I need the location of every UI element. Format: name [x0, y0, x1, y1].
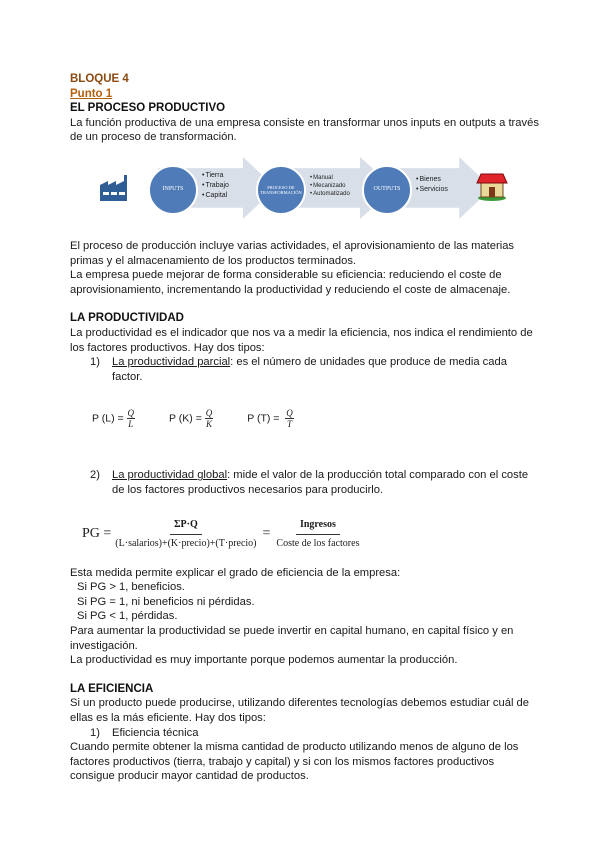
document-page — [70, 72, 540, 784]
process-list — [310, 174, 350, 198]
block-heading: BLOQUE 4 — [70, 73, 129, 85]
partial-formulas — [92, 398, 540, 438]
inputs-list — [202, 171, 229, 201]
outputs-list — [416, 175, 448, 195]
input-item: • Trabajo — [202, 181, 229, 191]
input-item: • Tierra — [202, 171, 229, 181]
process-item: • Manual — [310, 174, 350, 182]
list-item-parcial: 1) La productividad parcial: es el número de unidades que produce de media cada factor. — [90, 356, 507, 383]
outputs-circle: OUTPUTS — [362, 165, 412, 215]
inputs-circle: INPUTS — [148, 165, 198, 215]
section-title-proceso: EL PROCESO PRODUCTIVO — [70, 102, 226, 115]
input-item: • Capital — [202, 191, 229, 201]
productividad-intro: La productividad es el indicador que nos va a medir la eficiencia, nos indica el rendimiento de los factores productivos. Hay dos tipos: — [70, 326, 533, 354]
aumentar-paragraph: Para aumentar la productividad se puede invertir en capital humano, en capital físico y en investigación. — [70, 625, 514, 652]
proceso-paragraph-1: El proceso de producción incluye varias actividades, el aprovisionamiento de las materias primas y el almacenamiento de los productos terminados. — [70, 239, 515, 267]
list-item-eficiencia-tecnica: 1) Eficiencia técnica — [90, 726, 199, 739]
formula-land: P (T) = $\frac{Q}{T}$ — [247, 407, 293, 429]
case-item: Si PG < 1, pérdidas. — [77, 610, 178, 623]
case-item: Si PG > 1, beneficios. — [77, 581, 185, 594]
eficiencia-intro: Si un producto puede producirse, utilizando diferentes tecnologías debemos estudiar cuál de ellas es la más eficiente. Hay dos tipos: — [70, 697, 529, 725]
output-item: • Servicios — [416, 185, 448, 195]
term-global: La productividad global — [112, 469, 228, 482]
point-heading: Punto 1 — [70, 87, 113, 100]
case-item: Si PG = 1, ni beneficios ni pérdidas. — [77, 595, 255, 608]
formula-labor: P (L) = $\frac{Q}{L}$ — [92, 407, 135, 429]
process-circle: PROCESO DE TRANSFORMACIÓN — [256, 165, 306, 215]
factory-icon — [100, 173, 134, 201]
section-title-eficiencia: LA EFICIENCIA — [70, 682, 154, 695]
term-parcial: La productividad parcial — [112, 356, 231, 369]
pg-formula: PG = $\frac{\Sigma P\cdot Q}{\text{(L·salarios)+(K·precio)+(T·precio)}}$ = $\frac{\text{Ingresos}}{\text{Coste de los factores}}$ — [82, 518, 360, 550]
process-item: • Mecanizado — [310, 182, 350, 190]
proceso-paragraph-2: La empresa puede mejorar de forma considerable su eficiencia: reduciendo el coste de aprovisionamiento, incrementando la productividad y reduciendo el coste de almacenaje. — [70, 269, 511, 296]
formula-capital: P (K) = $\frac{Q}{K}$ — [169, 407, 213, 429]
list-item-global: 2) La productividad global: mide el valor de la producción total comparado con el coste de los factores productivos necesarios para producirlo. — [90, 469, 529, 496]
medida-paragraph: Esta medida permite explicar el grado de eficiencia de la empresa: — [70, 566, 401, 579]
shop-icon — [476, 171, 508, 201]
section-title-productividad: LA PRODUCTIVIDAD — [70, 312, 184, 325]
intro-paragraph: La función productiva de una empresa consiste en transformar unos inputs en outputs a través de un proceso de transformación. — [70, 116, 539, 144]
importante-paragraph: La productividad es muy importante porque podemos aumentar la producción. — [70, 654, 458, 667]
production-process-diagram — [70, 151, 540, 231]
output-item: • Bienes — [416, 175, 448, 185]
eficiencia-text: Cuando permite obtener la misma cantidad de producto utilizando menos de alguno de los factores productivos (tierra, trabajo y capital) y si con los mismos factores productivos consigue producir mayor cantidad de productos. — [70, 741, 519, 783]
process-item: • Automatizado — [310, 190, 350, 198]
